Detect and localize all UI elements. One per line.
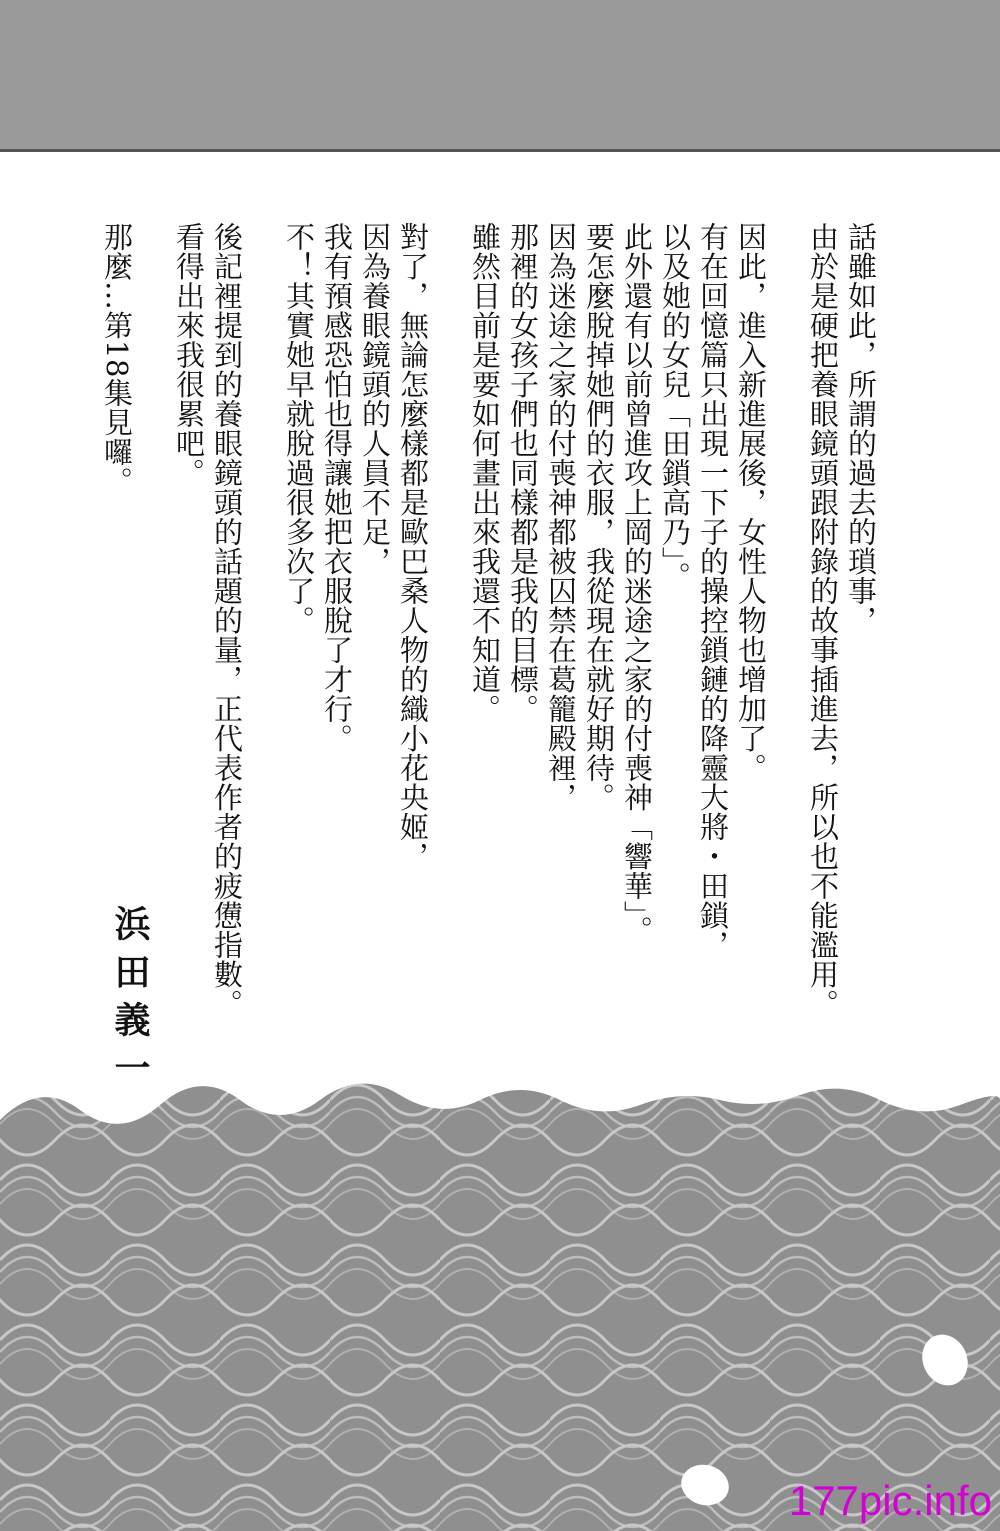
text-line: 以及她的女兒「田鎖高乃」。	[658, 222, 692, 591]
paragraph-2	[466, 222, 770, 1042]
text-line: 那麼…第18集見囉。	[100, 222, 134, 496]
text-line: 對了，無論怎麼樣都是歐巴桑人物的織小花央姬，	[396, 222, 430, 871]
top-gray-band	[0, 0, 1000, 152]
text-line: 我有預感恐怕也得讓她把衣服脫了才行。	[320, 222, 354, 753]
text-line: 因為養眼鏡頭的人員不足，	[358, 222, 392, 576]
text-line: 因此，進入新進展後，女性人物也增加了。	[734, 222, 768, 783]
text-line: 此外還有以前曾進攻上岡的迷途之家的付喪神「響華」。	[620, 222, 654, 945]
author-signature: 浜田義一	[109, 905, 151, 1097]
text-line: 雖然目前是要如何畫出來我還不知道。	[468, 222, 502, 724]
paragraph-1	[804, 222, 880, 1042]
wave-pattern	[0, 1060, 1000, 1531]
text-line: 要怎麼脫掉她們的衣服，我從現在就好期待。	[582, 222, 616, 812]
text-line: 看得出來我很累吧。	[172, 222, 206, 488]
text-line: 不！其實她早就脫過很多次了。	[282, 222, 316, 635]
paragraph-3	[280, 222, 432, 1042]
text-line: 因為迷途之家的付喪神都被囚禁在葛籠殿裡，	[544, 222, 578, 812]
watermark-text: 177pic.info	[788, 1477, 992, 1524]
text-line: 有在回憶篇只出現一下子的操控鎖鏈的降靈大將・田鎖，	[696, 222, 730, 960]
text-line: 話雖如此，所謂的過去的瑣事，	[844, 222, 878, 635]
text-line: 後記裡提到的養眼鏡頭的話題的量，正代表作者的疲憊指數。	[210, 222, 244, 1019]
paragraph-4	[170, 222, 246, 1042]
text-line: 由於是硬把養眼鏡頭跟附錄的故事插進去，所以也不能濫用。	[806, 222, 840, 1019]
text-line: 那裡的女孩子們也同樣都是我的目標。	[506, 222, 540, 724]
